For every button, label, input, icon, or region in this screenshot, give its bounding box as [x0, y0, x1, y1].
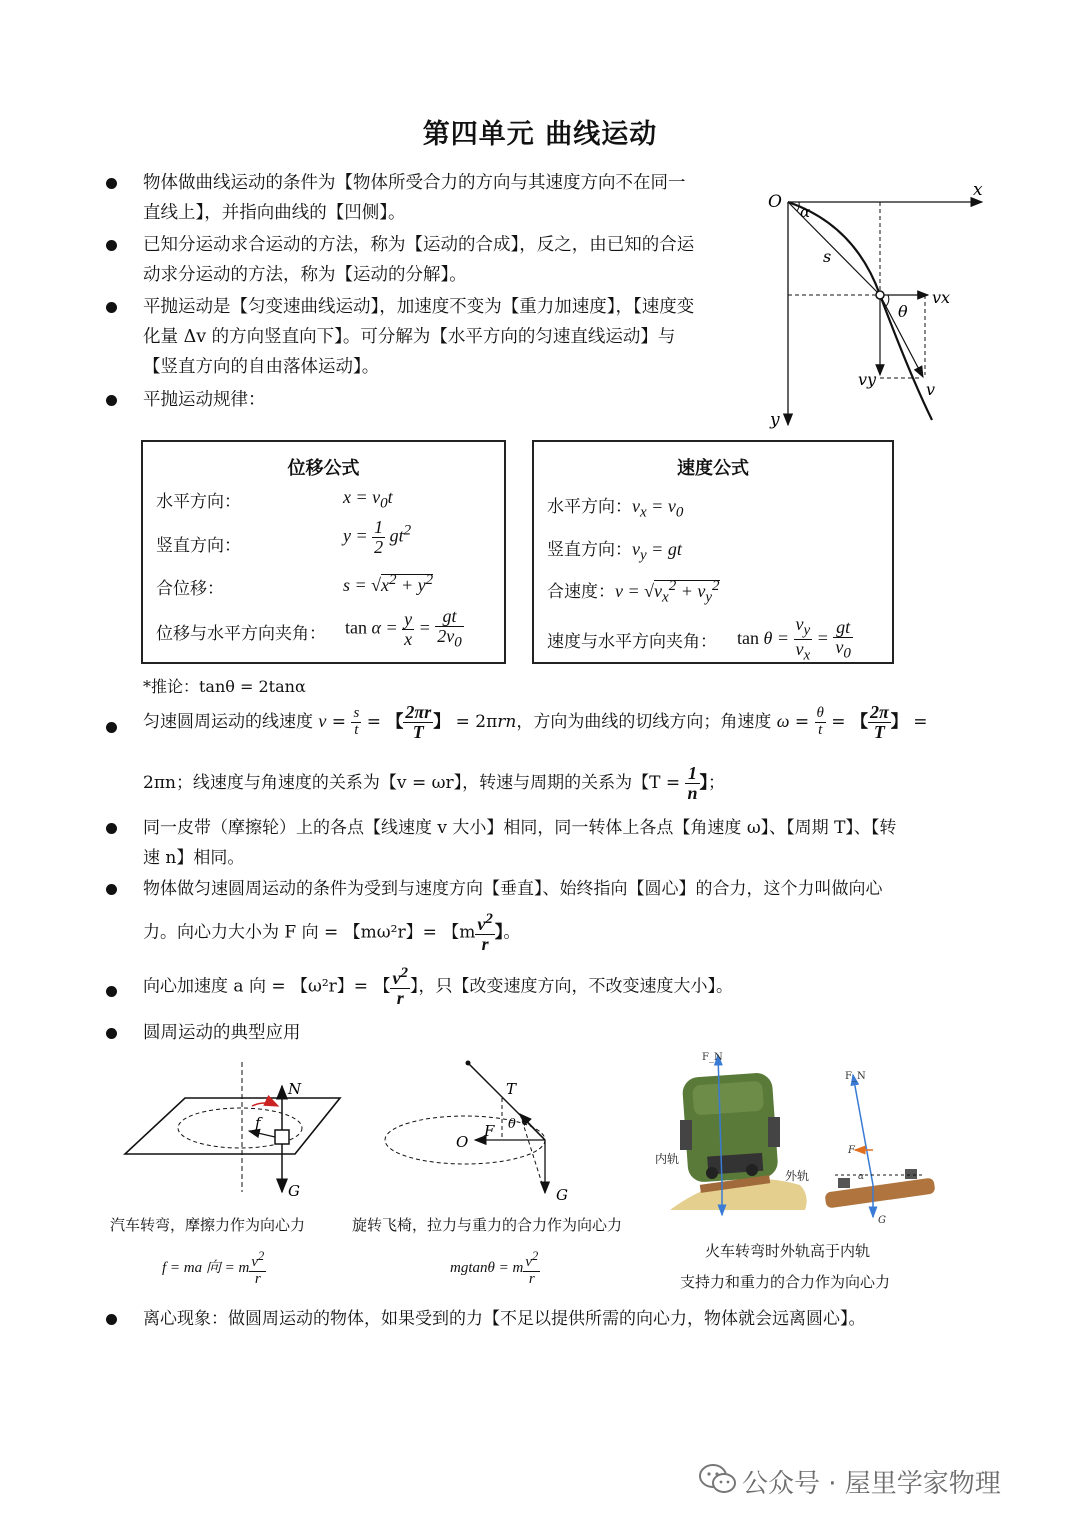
bullet-dot	[106, 722, 117, 733]
chair-G-label: G	[556, 1186, 568, 1204]
bullet-centripetal-force-line2: 力。向心力大小为 F 向 = 【mω²r】= 【m $\frac{v^2}{r}$ 】。	[143, 911, 521, 954]
chair-formula: mgtanθ = m $\frac{v^2}{r}$	[450, 1249, 539, 1287]
swing-chair-diagram	[380, 1058, 580, 1208]
vel-row4-formula: tan θ = $\frac{v_y}{v_x}$ = $\frac{gt}{v_0}$	[737, 614, 851, 664]
bullet-dot	[106, 1028, 117, 1039]
bullet-dot	[106, 823, 117, 834]
bullet-dot	[106, 240, 117, 251]
bullet-belt: 同一皮带（摩擦轮）上的各点【线速度 v 大小】相同，同一转体上各点【角速度 ω】、【周期 T】、【转 速 n】相同。	[143, 818, 897, 868]
page-title: 第四单元 曲线运动	[422, 119, 658, 150]
bullet-dot	[106, 1314, 117, 1325]
vx-label: vx	[932, 288, 951, 307]
vy-label: vy	[858, 370, 877, 389]
N-label: N	[288, 1080, 302, 1098]
s-label: s	[823, 247, 832, 266]
bullet-centrifugal: 离心现象：做圆周运动的物体，如果受到的力【不足以提供所需的向心力，物体就会远离圆心】。	[143, 1309, 866, 1329]
outer-rail-label: 外轨	[785, 1169, 810, 1183]
train-turning-diagram	[650, 1045, 940, 1225]
y-axis-label: y	[770, 410, 780, 430]
car-turning-diagram	[115, 1062, 355, 1202]
train-FN-label: F_N	[702, 1052, 723, 1063]
f-label: f	[255, 1114, 261, 1132]
disp-row2-label: 竖直方向：	[156, 536, 241, 556]
bullet-projectile-rules: 平抛运动规律：	[143, 390, 266, 410]
car-caption: 汽车转弯，摩擦力作为向心力	[110, 1216, 306, 1234]
watermark-text: 公众号 · 屋里学家物理	[742, 1469, 1001, 1499]
alpha-label: α	[800, 203, 811, 221]
disp-row3-label: 合位移：	[156, 579, 224, 599]
disp-row4-formula: tan α = $\frac{y}{x}$ = $\frac{gt}{2v_0}$	[345, 606, 462, 651]
projectile-diagram	[760, 175, 990, 435]
disp-row3-formula: $s = √x^2 + y^2$	[343, 572, 434, 595]
wechat-icon	[698, 1462, 738, 1496]
train-caption-2: 支持力和重力的合力作为向心力	[680, 1273, 891, 1291]
bullet-projectile: 平抛运动是【匀变速曲线运动】，加速度不变为【重力加速度】，【速度变 化量 Δv 的方向竖直向下】。可分解为【水平方向的匀速直线运动】与 【竖直方向的自由落体运动】。	[143, 297, 695, 377]
inference-note: *推论：tanθ = 2tanα	[143, 677, 306, 696]
bullet-curve-condition: 物体做曲线运动的条件为【物体所受合力的方向与其速度方向不在同一 直线上】，并指向曲线的【凹侧】。	[143, 173, 686, 223]
theta-label: θ	[898, 302, 908, 321]
bullet-dot	[106, 178, 117, 189]
velocity-formula-box	[532, 440, 894, 664]
vel-row2: 竖直方向：$v_y$ = gt	[547, 539, 682, 564]
bullet-uniform-circular: 匀速圆周运动的线速度 v = $\frac{s}{t}$ = 【 $\frac{2\pi r}{T}$ 】 = 2πrn，方向为曲线的切线方向；角速度 ω = $\frac{\theta}{t}$ = 【 $\frac{2\pi}{T}$ 】 =	[143, 702, 928, 742]
bullet-dot	[106, 395, 117, 406]
displacement-formula-box	[141, 440, 506, 664]
chair-theta-label: θ	[508, 1117, 516, 1132]
v-label: v	[926, 380, 936, 399]
train-F-label: F	[848, 1145, 855, 1156]
train-G-label: G	[878, 1215, 886, 1225]
bullet-dot	[106, 986, 117, 997]
train-alpha-label: α	[858, 1172, 865, 1182]
bullet-composition: 已知分运动求合运动的方法，称为【运动的合成】，反之，由已知的合运 动求分运动的方法，称为【运动的分解】。	[143, 235, 695, 285]
vel-row3: 合速度：$v = √v_x^2 + v_y^2$	[547, 578, 720, 606]
car-formula: f = ma 向 = m $\frac{v^2}{r}$	[162, 1249, 265, 1287]
bullet-centripetal-force: 物体做匀速圆周运动的条件为受到与速度方向【垂直】、始终指向【圆心】的合力，这个力叫做向心	[143, 879, 883, 899]
disp-row1-formula: $x = v_0t$	[343, 487, 393, 512]
disp-row1-label: 水平方向：	[156, 492, 241, 512]
train-caption-1: 火车转弯时外轨高于内轨	[705, 1242, 871, 1260]
F-label: F	[484, 1122, 495, 1140]
bullet-centripetal-acc: 向心加速度 a 向 = 【ω²r】= 【 $\frac{v^2}{r}$ 】，只【改变速度方向，不改变速度大小】。	[143, 965, 733, 1008]
chair-O-label: O	[456, 1133, 469, 1151]
vel-row4-label: 速度与水平方向夹角：	[547, 632, 717, 652]
x-axis-label: x	[973, 180, 983, 200]
G-label: G	[288, 1182, 300, 1200]
disp-row2-formula: y = $\frac{1}{2}$ $gt^2$	[343, 517, 412, 557]
origin-label: O	[768, 192, 782, 212]
bullet-uniform-circular-line2: 2πn；线速度与角速度的关系为【v = ωr】，转速与周期的关系为【T = $\frac{1}{n}$ 】；	[143, 763, 725, 803]
disp-row4-label: 位移与水平方向夹角：	[156, 624, 326, 644]
bullet-dot	[106, 884, 117, 895]
vel-row1: 水平方向：$v_x = v_0$	[547, 496, 684, 521]
inner-rail-label: 内轨	[655, 1152, 680, 1166]
displacement-heading: 位移公式	[287, 458, 360, 479]
velocity-heading: 速度公式	[677, 458, 749, 479]
train-FN-label-2: F_N	[845, 1071, 866, 1082]
chair-caption: 旋转飞椅，拉力与重力的合力作为向心力	[352, 1216, 623, 1234]
T-label: T	[506, 1080, 517, 1098]
bullet-dot	[106, 302, 117, 313]
bullet-applications: 圆周运动的典型应用	[143, 1023, 301, 1043]
